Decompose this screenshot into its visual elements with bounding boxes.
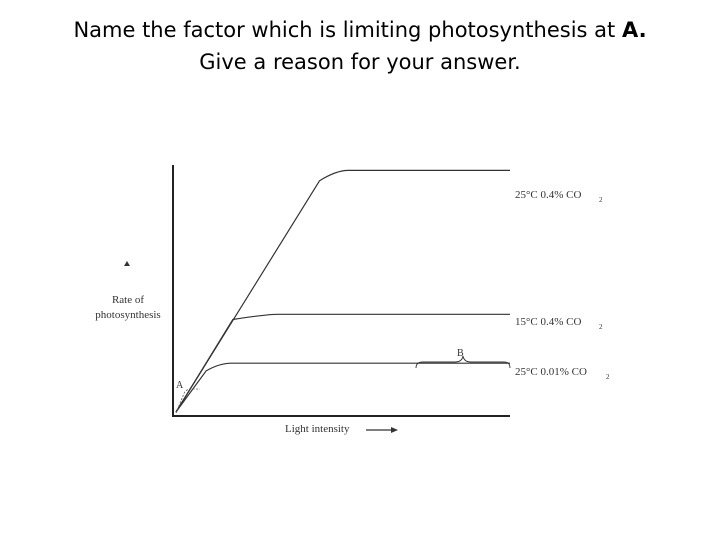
series-line-25c-0-4pct-co2 (176, 170, 510, 412)
series-label-subscript: 2 (599, 196, 603, 204)
y-axis-arrow-icon (124, 261, 130, 266)
series-label-subscript: 2 (599, 323, 603, 331)
annotation-a-label: A (176, 380, 184, 391)
series-label-text: 25°C 0.01% CO (515, 366, 587, 378)
series-line-25c-0-01pct-co2 (176, 363, 510, 412)
series-label-text: 15°C 0.4% CO (515, 316, 582, 328)
series-label-25c-0-4pct-co2 (515, 189, 603, 204)
series-label-subscript: 2 (606, 373, 610, 381)
question-line-2: Give a reason for your answer. (199, 50, 521, 74)
y-axis-label-line-2: photosynthesis (95, 309, 161, 321)
x-axis-label: Light intensity (285, 423, 350, 435)
y-axis-label-line-1: Rate of (111, 294, 145, 306)
series-label-25c-0-01pct-co2 (515, 366, 610, 381)
series-label-text: 25°C 0.4% CO (515, 189, 582, 201)
x-axis-arrow-icon (391, 427, 398, 433)
question-line-1: Name the factor which is limiting photosynthesis at A. (73, 18, 647, 42)
annotation-b-label: B (457, 348, 464, 359)
series-label-15c-0-4pct-co2 (515, 316, 603, 331)
point-a-reference: A. (621, 18, 647, 42)
